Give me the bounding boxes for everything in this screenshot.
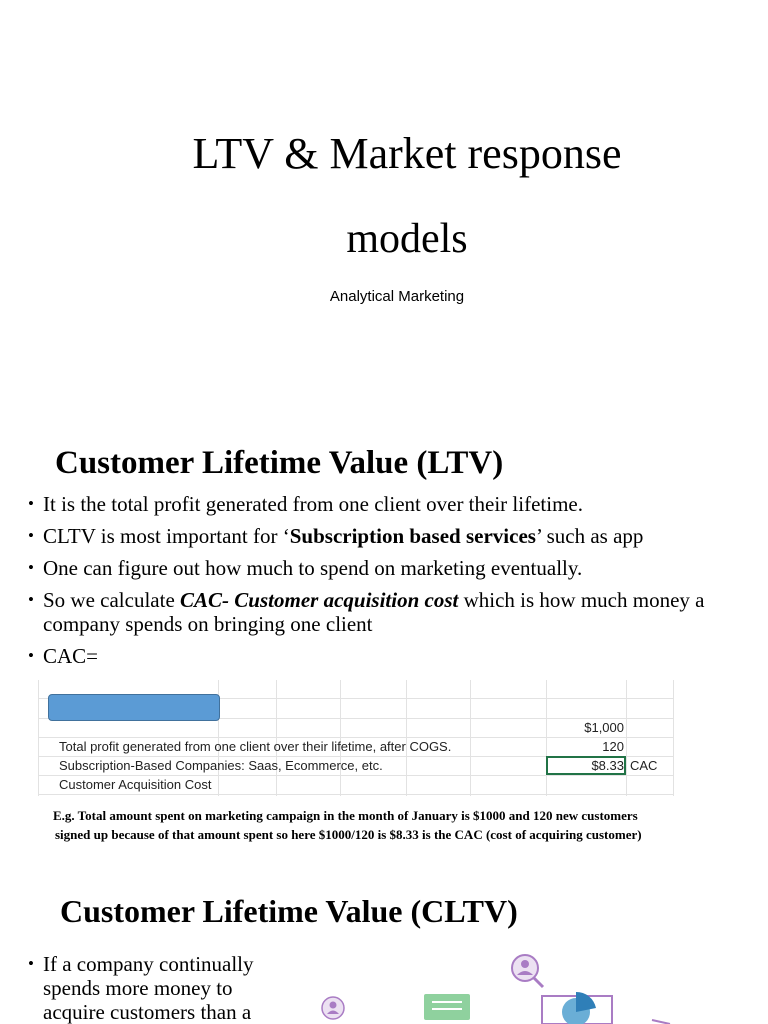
bullet-list xyxy=(28,556,758,580)
blue-shape xyxy=(48,694,220,721)
cell-value: $8.33 xyxy=(591,758,624,773)
bullet-text: CLTV is most important for ‘ xyxy=(43,524,290,548)
slide-title-line1: LTV & Market response xyxy=(192,129,622,178)
bullet-item xyxy=(28,524,758,548)
spreadsheet-snippet xyxy=(38,680,674,796)
cell-tag: CAC xyxy=(630,758,658,773)
section-heading-cltv: Customer Lifetime Value (CLTV) xyxy=(60,893,518,929)
bullet-item: • If a company continually spends more money to acquire customers than a xyxy=(28,952,288,1024)
bullet-text: which is how much money a company spends on bringing one client xyxy=(43,588,705,636)
slide-subtitle: Analytical Marketing xyxy=(329,288,465,305)
bullet-item xyxy=(28,588,708,636)
person-icon xyxy=(322,997,344,1019)
chat-bubble-icon xyxy=(424,994,470,1020)
bullet-list xyxy=(28,644,328,668)
person-search-icon xyxy=(512,955,543,987)
bullet-item: • CAC= xyxy=(28,644,328,668)
cell-label: Customer Acquisition Cost xyxy=(59,777,212,792)
bullet-list xyxy=(28,952,288,1024)
note-line: signed up because of that amount spent so here $1000/120 is $8.33 is the CAC (cost of acquiring customer) xyxy=(55,827,642,842)
bullet-bolditalic-text: CAC- Customer acquisition cost xyxy=(180,588,459,612)
bullet-item: • One can figure out how much to spend on marketing eventually. xyxy=(28,556,758,580)
cell-label: Subscription-Based Companies: Saas, Ecommerce, etc. xyxy=(59,758,383,773)
bullet-list xyxy=(28,588,708,636)
cell-label: Total profit generated from one client over their lifetime, after COGS. xyxy=(59,739,452,754)
bullet-text: ’ such as app xyxy=(535,524,644,548)
cell-value: 120 xyxy=(602,739,624,754)
cell-value: $1,000 xyxy=(584,720,624,735)
bullet-bold-text: Subscription based services xyxy=(289,524,536,548)
bullet-list xyxy=(28,524,758,548)
bullet-item: • It is the total profit generated from one client over their lifetime. xyxy=(28,492,758,516)
section-heading-ltv: Customer Lifetime Value (LTV) xyxy=(55,445,504,481)
example-note xyxy=(45,806,725,844)
note-line: E.g. Total amount spent on marketing campaign in the month of January is $1000 and 120 new customers xyxy=(53,808,638,823)
pie-chart-icon xyxy=(542,992,670,1024)
slide-title-line2: models xyxy=(346,216,468,262)
bullet-text: So we calculate xyxy=(43,588,181,612)
bullet-list xyxy=(28,492,758,516)
illustration xyxy=(300,948,700,1024)
